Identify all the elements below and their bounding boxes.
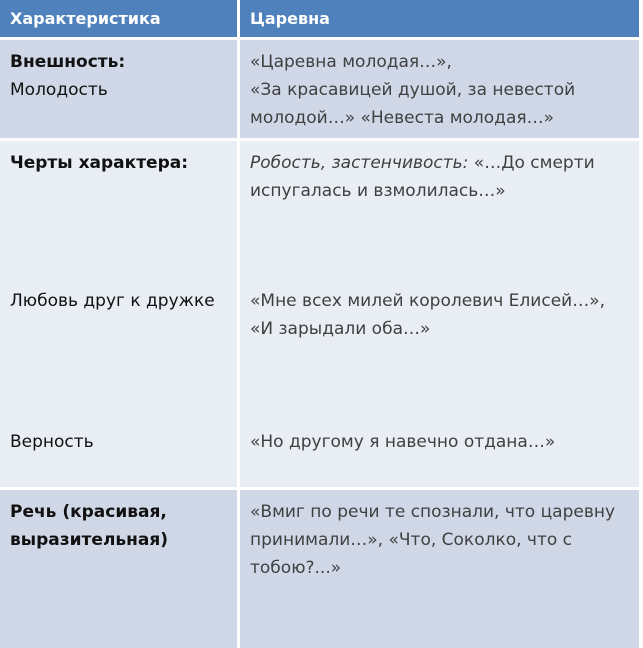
speech-quotes: «Вмиг по речи те спознали, что царевну принимали…», «Что, Соколко, что с тобою?...» bbox=[250, 502, 616, 578]
character-trait-shyness-text bbox=[250, 149, 632, 205]
character-trait-loyalty-text: «Но другому я навечно отдана…» bbox=[250, 432, 556, 452]
shyness-quote: «…До смерти испугалась и взмолилась…» bbox=[250, 153, 595, 201]
table-row-character bbox=[0, 141, 639, 487]
appearance-cell bbox=[10, 48, 232, 104]
character-trait-love-label: Любовь друг к дружке bbox=[10, 291, 215, 311]
character-title: Черты характера: bbox=[10, 153, 189, 173]
table-header bbox=[0, 0, 643, 37]
table-row-appearance bbox=[0, 40, 639, 138]
table-right-edge bbox=[639, 0, 643, 648]
appearance-quotes: «Царевна молодая…», «За красавицей душой, за невестой молодой…» «Невеста молодая…» bbox=[250, 52, 576, 128]
speech-title: Речь (красивая, выразительная) bbox=[10, 502, 169, 550]
header-cell-tsarevna: Царевна bbox=[250, 9, 330, 28]
shyness-label: Робость, застенчивость: bbox=[250, 153, 469, 173]
header-cell-characteristic: Характеристика bbox=[10, 9, 161, 28]
character-trait-loyalty-label: Верность bbox=[10, 432, 94, 452]
column-divider bbox=[237, 0, 240, 648]
character-trait-love-text: «Мне всех милей королевич Елисей…», «И зарыдали оба…» bbox=[250, 291, 605, 339]
appearance-subtitle: Молодость bbox=[10, 80, 108, 100]
table-row-speech bbox=[0, 490, 639, 648]
appearance-title: Внешность: bbox=[10, 52, 126, 72]
